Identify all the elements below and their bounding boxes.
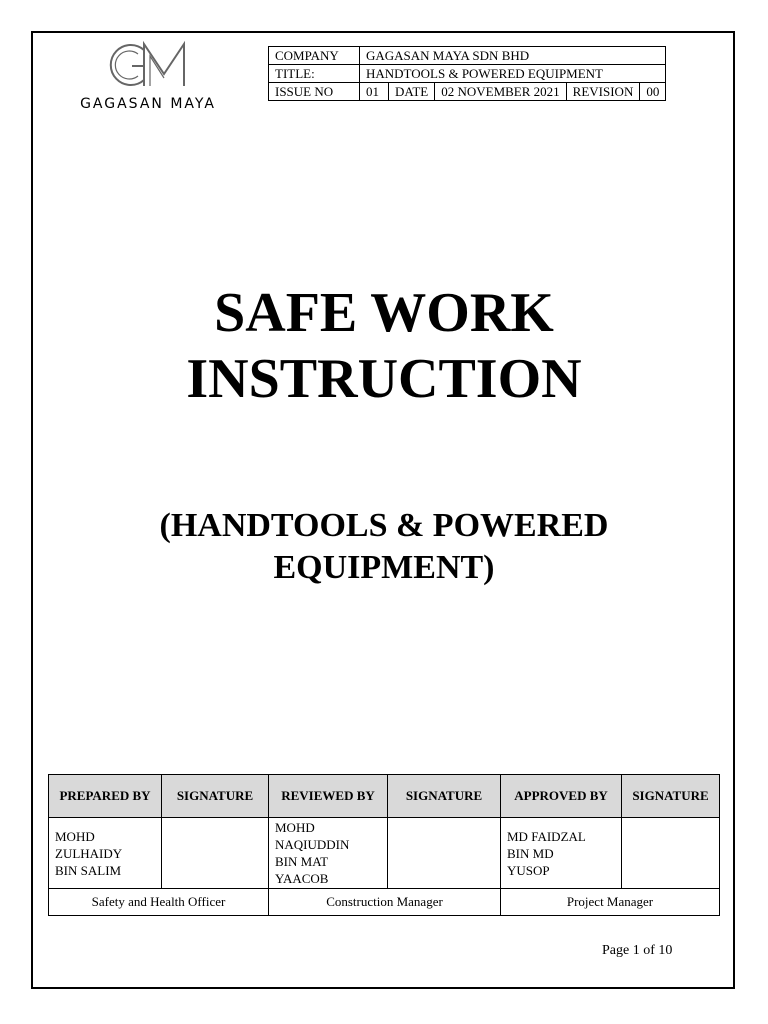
logo-text: GAGASAN MAYA: [80, 96, 216, 112]
name-line: MD FAIDZAL: [507, 828, 586, 844]
document-title: [0, 280, 768, 412]
title-line-1: SAFE WORK: [214, 282, 554, 344]
name-line: MOHD: [55, 828, 95, 844]
name-line: BIN SALIM: [55, 862, 122, 878]
prepared-by-header: PREPARED BY: [49, 775, 162, 818]
approved-signature-cell: [622, 818, 720, 889]
date-label: DATE: [389, 83, 435, 101]
name-line: ZULHAIDY: [55, 845, 123, 861]
signature-table: [48, 774, 720, 916]
subtitle-line-2: EQUIPMENT): [273, 549, 495, 586]
name-line: BIN MD: [507, 845, 554, 861]
document-subtitle: [0, 505, 768, 589]
issue-label: ISSUE NO: [269, 83, 360, 101]
company-label: COMPANY: [269, 47, 360, 65]
prepared-role: Safety and Health Officer: [49, 889, 269, 916]
signature-header-3: SIGNATURE: [622, 775, 720, 818]
name-line: YUSOP: [507, 862, 550, 878]
revision-value: 00: [640, 83, 666, 101]
company-logo: [78, 40, 218, 116]
issue-value: 01: [360, 83, 389, 101]
reviewed-by-header: REVIEWED BY: [269, 775, 388, 818]
name-line: NAQIUDDIN: [275, 837, 350, 852]
title-value: HANDTOOLS & POWERED EQUIPMENT: [360, 65, 666, 83]
prepared-signature-cell: [162, 818, 269, 889]
subtitle-line-1: (HANDTOOLS & POWERED: [159, 507, 609, 544]
revision-label: REVISION: [566, 83, 640, 101]
signature-header-2: SIGNATURE: [388, 775, 501, 818]
document-control-table: [268, 46, 666, 101]
name-line: MOHD: [275, 820, 315, 835]
gm-monogram-icon: [104, 40, 192, 90]
name-line: BIN MAT: [275, 854, 329, 869]
prepared-by-name: [49, 818, 162, 889]
date-value: 02 NOVEMBER 2021: [435, 83, 566, 101]
approved-by-name: [501, 818, 622, 889]
title-line-2: INSTRUCTION: [186, 348, 582, 410]
company-value: GAGASAN MAYA SDN BHD: [360, 47, 666, 65]
page-number: Page 1 of 10: [602, 943, 673, 958]
approved-by-header: APPROVED BY: [501, 775, 622, 818]
approved-role: Project Manager: [501, 889, 720, 916]
reviewed-by-name: [269, 818, 388, 889]
name-line: YAACOB: [275, 871, 329, 886]
title-label: TITLE:: [269, 65, 360, 83]
reviewed-signature-cell: [388, 818, 501, 889]
reviewed-role: Construction Manager: [269, 889, 501, 916]
signature-header-1: SIGNATURE: [162, 775, 269, 818]
